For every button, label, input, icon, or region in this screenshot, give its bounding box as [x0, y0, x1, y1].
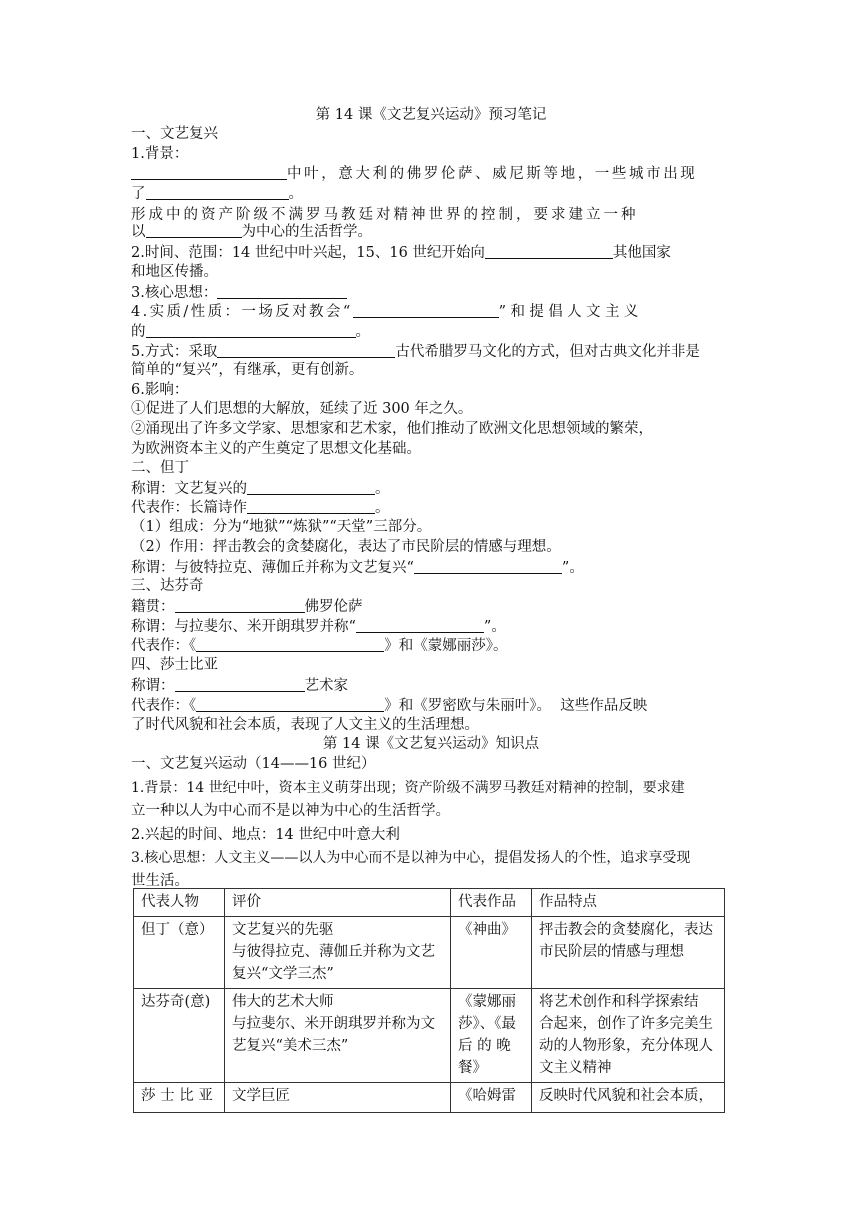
fill-blank[interactable]	[196, 636, 384, 652]
impact-item: ①促进了人们思想的大解放，延续了近 300 年之久。	[131, 401, 473, 417]
features-cell: 将艺术创作和科学探索结 合起来，创作了许多完美生 动的人物形象，充分体现人 文主义精神	[532, 989, 725, 1083]
knowledge-rise: 2.兴起的时间、地点：14 世纪中叶意大利	[131, 827, 400, 843]
fill-blank[interactable]	[247, 479, 375, 495]
method-line: 5.方式：采取 古代希腊罗马文化的方式，但对古典文化并非是	[131, 344, 700, 360]
fill-blank[interactable]	[414, 558, 562, 574]
fill-blank[interactable]	[356, 617, 484, 633]
knowledge-title: 第 14 课《文艺复兴运动》知识点	[322, 736, 540, 752]
table-row	[134, 1083, 725, 1113]
fill-blank[interactable]	[146, 184, 289, 200]
section-heading: 二、但丁	[131, 460, 189, 476]
features-cell: 抨击教会的贪婪腐化，表达 市民阶层的情感与理想	[532, 917, 725, 989]
impact-item: ②涌现出了许多文学家、思想家和艺术家，他们推动了欧洲文化思想领域的繁荣，	[131, 421, 653, 437]
dante-effect: （2）作用：抨击教会的贪婪腐化，表达了市民阶层的情感与理想。	[131, 539, 561, 555]
person-cell: 莎 士 比 亚	[134, 1083, 225, 1113]
section-heading: 一、文艺复兴运动（14——16 世纪）	[131, 756, 376, 772]
fill-blank[interactable]	[146, 322, 356, 338]
person-cell: 达芬奇(意)	[134, 989, 225, 1083]
fill-blank[interactable]	[131, 164, 287, 180]
knowledge-background: 立一种以人为中心而不是以神为中心的生活哲学。	[131, 803, 450, 819]
fill-blank[interactable]	[196, 696, 384, 712]
knowledge-core: 世生活。	[131, 873, 189, 889]
fill-blank[interactable]	[353, 302, 499, 318]
table-header: 评价	[225, 889, 451, 917]
evaluation-cell: 伟大的艺术大师 与拉斐尔、米开朗琪罗并称为文 艺复兴“美术三杰”	[225, 989, 451, 1083]
method-line: 简单的“复兴”，有继承，更有创新。	[131, 362, 364, 378]
evaluation-cell: 文学巨匠	[225, 1083, 451, 1113]
works-cell: 《神曲》	[451, 917, 532, 989]
vinci-origin-line: 籍贯： 佛罗伦萨	[131, 599, 363, 615]
fill-blank[interactable]	[247, 498, 375, 514]
vinci-work-line: 代表作：《 》和《蒙娜丽莎》。	[131, 638, 508, 654]
time-line: 和地区传播。	[131, 264, 218, 280]
notes-title: 第 14 课《文艺复兴运动》预习笔记	[315, 107, 547, 123]
table-header: 代表作品	[451, 889, 532, 917]
background-line: 形成中的资产阶级不满罗马教廷对精神世界的控制，要求建立一种	[131, 207, 639, 223]
knowledge-core: 3.核心思想：人文主义——以人为中心而不是以神为中心，提倡发扬人的个性，追求享受现	[131, 850, 691, 866]
impact-item: 为欧洲资本主义的产生奠定了思想文化基础。	[131, 441, 421, 457]
fill-blank[interactable]	[175, 676, 305, 692]
shakespeare-work-line: 了时代风貌和社会本质，表现了人文主义的生活理想。	[131, 717, 479, 733]
nature-line: 的 。	[131, 324, 370, 340]
section-heading: 四、莎士比亚	[131, 657, 218, 673]
works-cell: 《蒙娜丽 莎》、《最 后 的 晚 餐》	[451, 989, 532, 1083]
background-line: 了 。	[131, 186, 303, 202]
section-heading: 三、达芬奇	[131, 578, 204, 594]
dante-title2-line: 称谓：与彼特拉克、薄伽丘并称为文艺复兴“ ”。	[131, 560, 584, 576]
fill-blank[interactable]	[217, 283, 347, 299]
figures-table	[133, 888, 725, 1113]
table-row	[134, 989, 725, 1083]
background-label: 1.背景：	[131, 146, 189, 162]
works-cell: 《哈姆雷	[451, 1083, 532, 1113]
vinci-title-line: 称谓：与拉斐尔、米开朗琪罗并称“ ”。	[131, 619, 506, 635]
table-header: 代表人物	[134, 889, 225, 917]
core-line: 3.核心思想：	[131, 283, 731, 303]
time-line: 2.时间、范围：14 世纪中叶兴起，15、16 世纪开始向 其他国家	[131, 245, 671, 261]
fill-blank[interactable]	[146, 222, 242, 238]
background-line: 以 为中心的生活哲学。	[131, 224, 372, 240]
fill-blank[interactable]	[175, 597, 305, 613]
table-header-row	[134, 889, 725, 917]
dante-title-line: 称谓：文艺复兴的 。	[131, 481, 390, 497]
dante-composition: （1）组成：分为“地狱”“炼狱”“天堂”三部分。	[131, 519, 432, 535]
evaluation-cell: 文艺复兴的先驱 与彼得拉克、薄伽丘并称为文艺 复兴“文学三杰”	[225, 917, 451, 989]
person-cell: 但丁（意）	[134, 917, 225, 989]
nature-line: 4.实质/性质：一场反对教会“ ”和提倡人文主义	[131, 304, 643, 320]
section-heading: 一、文艺复兴	[131, 126, 218, 142]
impact-label: 6.影响：	[131, 382, 189, 398]
background-line: 中叶，意大利的佛罗伦萨、威尼斯等地，一些城市出现	[131, 164, 731, 184]
features-cell: 反映时代风貌和社会本质，	[532, 1083, 725, 1113]
fill-blank[interactable]	[217, 342, 395, 358]
fill-blank[interactable]	[485, 243, 613, 259]
table-row	[134, 917, 725, 989]
dante-work-line: 代表作：长篇诗作 。	[131, 500, 390, 516]
table-header: 作品特点	[532, 889, 725, 917]
knowledge-background: 1.背景：14 世纪中叶，资本主义萌芽出现；资产阶级不满罗马教廷对精神的控制，要求建	[131, 780, 685, 796]
shakespeare-title-line: 称谓： 艺术家	[131, 678, 348, 694]
shakespeare-work-line: 代表作：《 》和《罗密欧与朱丽叶》。 这些作品反映	[131, 698, 648, 714]
